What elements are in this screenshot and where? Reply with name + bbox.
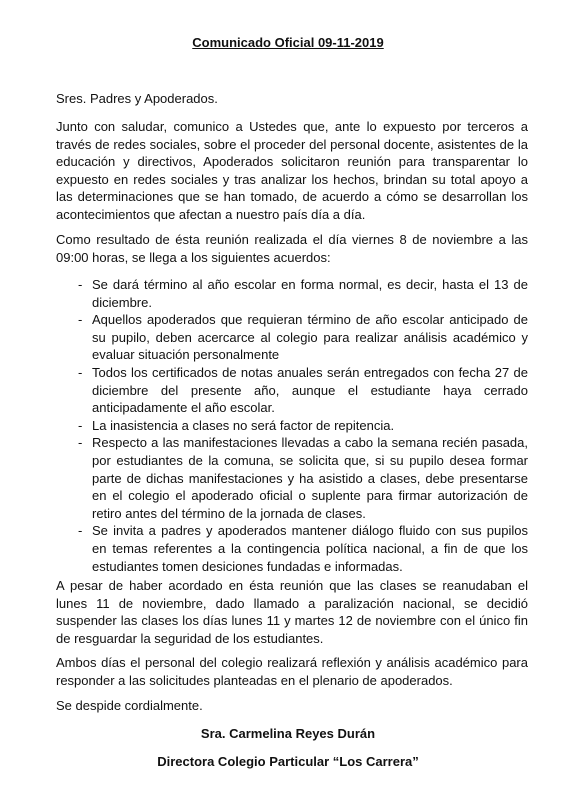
bullet-dash: - — [78, 417, 83, 433]
document-title: Comunicado Oficial 09-11-2019 — [192, 35, 384, 50]
list-item — [56, 417, 528, 435]
agreement-text: Respecto a las manifestaciones llevadas a cabo la semana recién pasada, por estudiantes de la comuna, se solicita que, si su pupilo desea formar parte de dichas manifestaciones y ha asistido a clases, debe presentarse en el colegio el apoderado oficial o suplente para firmar autorización de retiro antes del término de la jornada de clases. — [92, 435, 528, 521]
agreement-text: Se dará término al año escolar en forma normal, es decir, hasta el 13 de diciembre. — [92, 277, 528, 310]
agreement-text: Todos los certificados de notas anuales serán entregados con fecha 27 de diciembre del presente año, aunque el estudiante haya cerrado anticipadamente el año escolar. — [92, 364, 528, 416]
bullet-dash: - — [78, 523, 83, 539]
bullet-dash: - — [78, 277, 83, 292]
agreements-list — [56, 276, 528, 575]
list-item — [56, 522, 528, 575]
greeting: Sres. Padres y Apoderados. — [56, 91, 218, 106]
signature-name: Sra. Carmelina Reyes Durán — [200, 726, 376, 741]
list-item — [56, 311, 528, 364]
closing-line: Se despide cordialmente. — [56, 698, 203, 713]
bullet-dash: - — [78, 435, 83, 451]
list-item — [56, 364, 528, 417]
paragraph-meeting-result: Como resultado de ésta reunión realizada el día viernes 8 de noviembre a las 09:00 horas, se llega a los siguientes acuerdos: — [56, 232, 528, 265]
agreement-text: Se invita a padres y apoderados mantener diálogo fluido con sus pupilos en temas referentes a la contingencia política nacional, a fin de que los estudiantes tomen desiciones fundadas e informadas. — [92, 523, 528, 574]
agreement-text: Aquellos apoderados que requieran término de año escolar anticipado de su pupilo, deben acercarce al colegio para realizar análisis académico y evaluar situación personalmente — [92, 312, 528, 363]
list-item — [56, 434, 528, 522]
signature-title: Directora Colegio Particular “Los Carrera” — [157, 754, 419, 769]
bullet-dash: - — [78, 364, 83, 380]
paragraph-reflection-days: Ambos días el personal del colegio realizará reflexión y análisis académico para responder a las solicitudes planteadas en el plenario de apoderados. — [56, 655, 528, 688]
bullet-dash: - — [78, 312, 83, 328]
agreement-text: La inasistencia a clases no será factor de repitencia. — [92, 417, 395, 433]
list-item — [56, 276, 528, 311]
paragraph-class-suspension: A pesar de haber acordado en ésta reunión que las clases se reanudaban el lunes 11 de noviembre, dado llamado a paralización nacional, se decidió suspender las clases los días lunes 11 y martes 12 de noviembre con el único fin de resguardar la seguridad de los estudiantes. — [56, 578, 528, 646]
paragraph-intro: Junto con saludar, comunico a Ustedes que, ante lo expuesto por terceros a través de redes sociales, sobre el proceder del personal docente, asistentes de la educación y directivos, Apoderados solicitaron reunión para transparentar lo expuesto en redes sociales y tras analizar los hechos, brindan su total apoyo a las determinaciones que se han tomado, de acuerdo a cómo se desarrollan los acontecimientos que afectan a nuestro país día a día. — [56, 119, 528, 222]
